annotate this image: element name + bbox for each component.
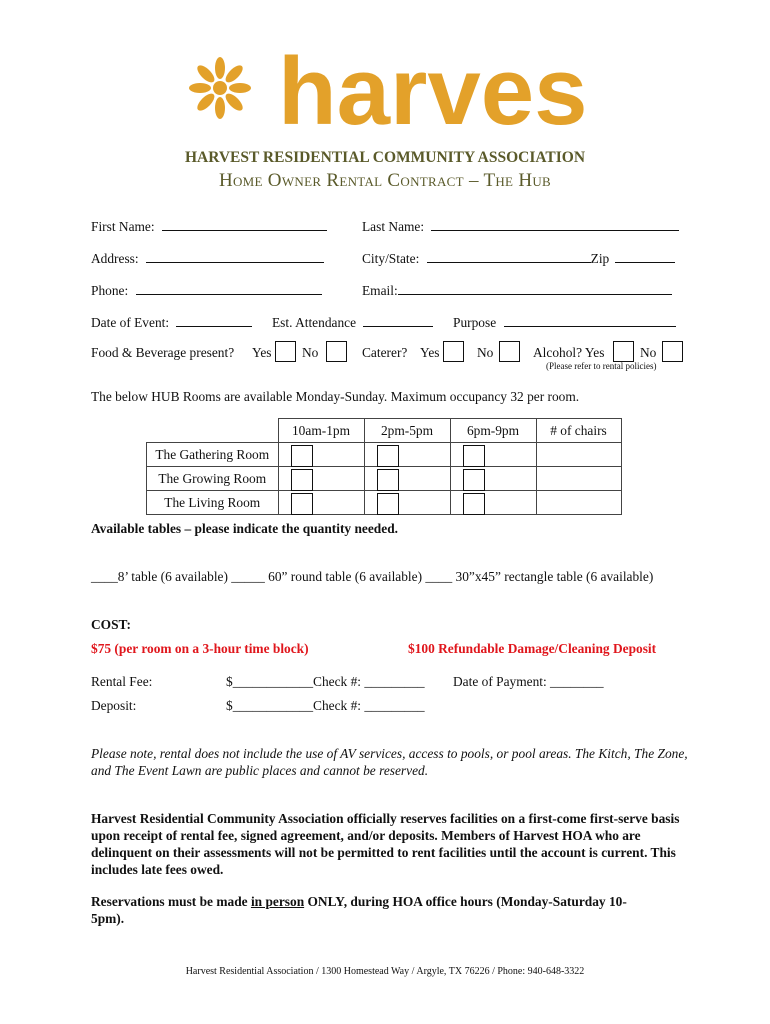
table-row <box>147 443 622 467</box>
gathering-6pm-checkbox[interactable] <box>463 445 485 467</box>
last-name-label: Last Name: <box>362 219 425 234</box>
growing-2pm-checkbox[interactable] <box>377 469 399 491</box>
date-of-event-label: Date of Event: <box>91 315 170 330</box>
growing-chairs-cell[interactable] <box>536 467 621 491</box>
alcohol-no-label: No <box>640 345 657 360</box>
gathering-6pm-cell[interactable] <box>450 443 536 467</box>
alcohol-label: Alcohol? Yes <box>533 345 605 360</box>
table-row <box>147 491 622 515</box>
logo-wordmark: harvest <box>278 42 586 134</box>
per-room-cost: $75 (per room on a 3-hour time block) <box>91 641 309 656</box>
alcohol-no-checkbox[interactable] <box>662 341 683 362</box>
gathering-2pm-checkbox[interactable] <box>377 445 399 467</box>
last-name-field[interactable] <box>431 217 679 231</box>
flower-petal <box>215 57 225 79</box>
zip-field[interactable] <box>615 249 675 263</box>
flower-petal <box>223 91 246 114</box>
reservation-hours <box>91 893 651 927</box>
caterer-no-checkbox[interactable] <box>499 341 520 362</box>
table-header-row <box>147 419 622 443</box>
col-2pm-5pm: 2pm-5pm <box>364 419 450 443</box>
room-gathering: The Gathering Room <box>147 443 279 467</box>
room-living: The Living Room <box>147 491 279 515</box>
room-growing: The Growing Room <box>147 467 279 491</box>
deposit-note: $100 Refundable Damage/Cleaning Deposit <box>408 641 657 656</box>
living-6pm-checkbox[interactable] <box>463 493 485 515</box>
purpose-field[interactable] <box>504 313 676 327</box>
living-10am-cell[interactable] <box>278 491 364 515</box>
av-note: Please note, rental does not include the use of AV services, access to pools, or pool areas. The Kitch, The Zone, and The Event Lawn are public places and cannot be reserved. <box>91 746 688 778</box>
email-label: Email: <box>362 283 398 298</box>
tables-heading: Available tables – please indicate the quantity needed. <box>91 521 398 536</box>
gathering-chairs-cell[interactable] <box>536 443 621 467</box>
rooms-intro: The below HUB Rooms are available Monday-Sunday. Maximum occupancy 32 per room. <box>91 389 580 404</box>
cost-heading: COST: <box>91 617 131 632</box>
flower-petal <box>229 83 251 93</box>
city-state-label: City/State: <box>362 251 420 266</box>
food-no-checkbox[interactable] <box>326 341 347 362</box>
city-state-field[interactable] <box>427 249 591 263</box>
flower-petal <box>223 63 246 86</box>
living-2pm-checkbox[interactable] <box>377 493 399 515</box>
flower-icon <box>186 42 586 134</box>
growing-2pm-cell[interactable] <box>364 467 450 491</box>
alcohol-yes-checkbox[interactable] <box>613 341 634 362</box>
col-6pm-9pm: 6pm-9pm <box>450 419 536 443</box>
living-6pm-cell[interactable] <box>450 491 536 515</box>
est-attendance-field[interactable] <box>363 313 433 327</box>
purpose-label: Purpose <box>453 315 497 330</box>
address-field[interactable] <box>146 249 324 263</box>
food-yes-checkbox[interactable] <box>275 341 296 362</box>
flower-petal <box>215 97 225 119</box>
address-label: Address: <box>91 251 139 266</box>
flower-petal <box>195 63 218 86</box>
phone-label: Phone: <box>91 283 129 298</box>
zip-label: Zip <box>590 251 610 266</box>
harvest-logo <box>186 42 586 138</box>
reservation-prefix: Reservations must be made <box>91 894 251 909</box>
reservation-in-person: in person <box>250 894 305 909</box>
caterer-yes-label: Yes <box>420 345 440 360</box>
phone-field[interactable] <box>136 281 322 295</box>
footer-address: Harvest Residential Association / 1300 Homestead Way / Argyle, TX 76226 / Phone: 940-648-3322 <box>185 966 585 977</box>
contract-title: Home Owner Rental Contract – The Hub <box>218 170 552 191</box>
growing-6pm-cell[interactable] <box>450 467 536 491</box>
gathering-2pm-cell[interactable] <box>364 443 450 467</box>
est-attendance-label: Est. Attendance <box>272 315 357 330</box>
growing-6pm-checkbox[interactable] <box>463 469 485 491</box>
growing-10am-checkbox[interactable] <box>291 469 313 491</box>
rooms-table <box>146 418 622 515</box>
growing-10am-cell[interactable] <box>278 467 364 491</box>
association-title: HARVEST RESIDENTIAL COMMUNITY ASSOCIATION <box>184 149 586 166</box>
reservation-policy: Harvest Residential Community Association officially reserves facilities on a first-come first-serve basis upon receipt of rental fee, signed agreement, and/or deposits. Members of Harvest HOA who are delinquent on their assessments will not be permitted to rent facilities until the account is current. This includes late fees owed. <box>91 811 680 877</box>
gathering-10am-checkbox[interactable] <box>291 445 313 467</box>
food-beverage-label: Food & Beverage present? <box>91 345 235 360</box>
caterer-no-label: No <box>477 345 494 360</box>
email-field[interactable] <box>398 281 672 295</box>
rental-fee-label: Rental Fee: <box>91 674 153 689</box>
gathering-10am-cell[interactable] <box>278 443 364 467</box>
living-10am-checkbox[interactable] <box>291 493 313 515</box>
policy-note: (Please refer to rental policies) <box>546 361 657 371</box>
tables-quantity-line: ____8’ table (6 available) _____ 60” round table (6 available) ____ 30”x45” rectangle table (6 available) <box>91 569 654 584</box>
caterer-label: Caterer? <box>362 345 408 360</box>
food-no-label: No <box>302 345 319 360</box>
first-name-label: First Name: <box>91 219 155 234</box>
flower-petal <box>195 91 218 114</box>
caterer-yes-checkbox[interactable] <box>443 341 464 362</box>
date-of-payment[interactable]: Date of Payment: ________ <box>453 674 604 689</box>
col-10am-1pm: 10am-1pm <box>278 419 364 443</box>
deposit-line[interactable]: $____________Check #: _________ <box>226 698 425 713</box>
date-of-event-field[interactable] <box>176 313 252 327</box>
flower-petal <box>189 83 211 93</box>
living-2pm-cell[interactable] <box>364 491 450 515</box>
food-yes-label: Yes <box>252 345 272 360</box>
table-corner <box>147 419 279 443</box>
deposit-label: Deposit: <box>91 698 137 713</box>
first-name-field[interactable] <box>162 217 327 231</box>
reservation-suffix: ONLY, during HOA office hours (Monday-Saturday 10-5pm). <box>91 894 627 926</box>
rental-fee-line[interactable]: $____________Check #: _________ <box>226 674 425 689</box>
table-row <box>147 467 622 491</box>
living-chairs-cell[interactable] <box>536 491 621 515</box>
col-chairs: # of chairs <box>536 419 621 443</box>
